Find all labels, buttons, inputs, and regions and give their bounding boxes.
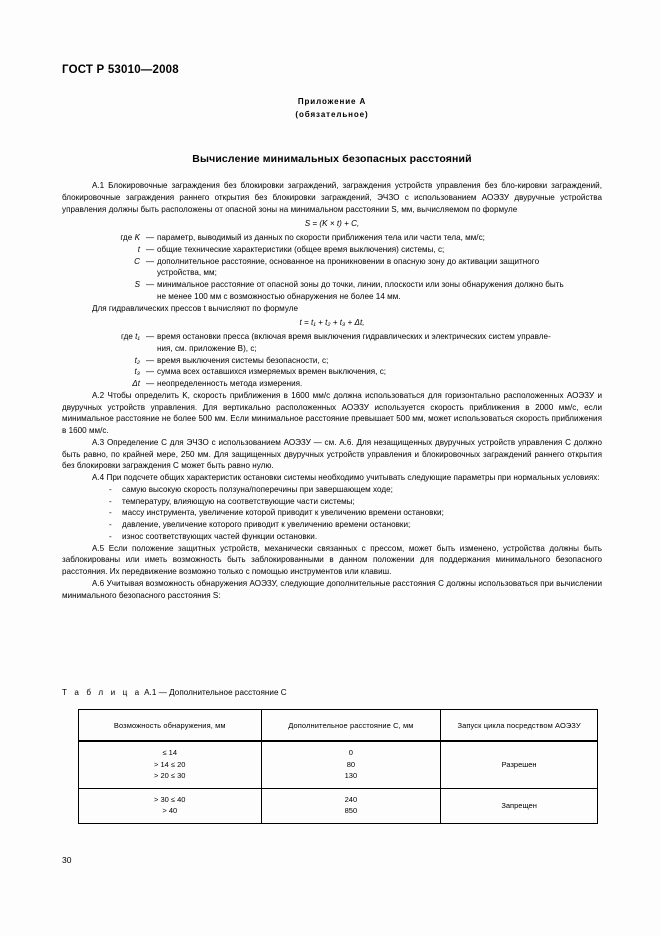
paragraph-a4: А.4 При подсчете общих характеристик остановки системы необходимо учитывать следующие параметры при нормальных условиях: — [92, 473, 600, 482]
list-item-label: температуру, влияющую на соответствующие части системы; — [122, 496, 355, 506]
column-header-cycle-start: Запуск цикла посредством АОЭЗУ — [441, 710, 598, 742]
definition-list-2 — [62, 331, 602, 390]
definition-text: минимальное расстояние от опасной зоны до точки, линии, плоскости или зоны обнаружения должно быть — [157, 280, 564, 289]
bullet-dash: - — [109, 496, 112, 506]
definition-item — [62, 366, 602, 378]
value: > 20 ≤ 30 — [154, 771, 186, 780]
definition-dash: — — [145, 379, 155, 388]
definition-text: сумма всех оставшихся измеряемых времен выключения, с; — [157, 367, 387, 377]
definition-item — [62, 232, 602, 244]
column-header-distance: Дополнительное расстояние C, мм — [261, 710, 441, 742]
table-caption — [62, 688, 287, 697]
annex-subtitle: (обязательное) — [295, 110, 369, 119]
additional-distance-table — [78, 709, 598, 824]
paragraph-a3: А.3 Определение C для ЭЧЗО с использованием АОЭЗУ — см. А.6. Для незащищенных двуручных устройств управления C должно быть равно, по крайней мере, 250 мм. Для защищенных двуручных устройств управления и блокировочных заграждений раннего открытия без блокировки заграждения C может быть равно нулю. — [62, 437, 602, 471]
definition-dash: — — [145, 256, 155, 266]
definition-text: неопределенность метода измерения. — [157, 379, 303, 388]
definition-symbol: t₃ — [134, 367, 140, 377]
paragraph-press-intro: Для гидравлических прессов t вычисляют по формуле — [92, 303, 299, 313]
definition-item — [62, 279, 602, 291]
table-header-row — [79, 710, 598, 742]
definition-continuation: устройства, мм; — [157, 268, 217, 278]
value: ≤ 14 — [162, 748, 178, 757]
definition-symbol: где t₁ — [121, 332, 140, 341]
table-body — [79, 741, 598, 823]
paragraph-a5: А.5 Если положение защитных устройств, механически связанных с прессом, может быть изменено, устройства должны быть заблокированы или иметь возможность быть заблокированными в данном положении для поддержания минимального безопасного расстояния. Их передвижение возможно только с помощью инструментов или клавиш. — [62, 543, 602, 576]
body-text — [62, 180, 602, 601]
value: > 30 ≤ 40 — [154, 794, 186, 804]
definition-dash: — — [145, 367, 155, 377]
table-caption-dash: — — [158, 688, 167, 697]
value: > 40 — [162, 806, 178, 815]
column-header-detection: Возможность обнаружения, мм — [79, 710, 262, 742]
list-item — [62, 519, 602, 531]
definition-text: время остановки пресса (включая время выключения гидравлических и электрических систем управле- — [157, 332, 551, 341]
table-head — [79, 710, 598, 742]
bullet-dash: - — [109, 531, 112, 541]
parameter-list — [62, 484, 602, 543]
definition-dash: — — [145, 244, 155, 254]
list-item-label: самую высокую скорость ползуна/поперечины при завершающем ходе; — [122, 484, 393, 494]
paragraph-a2: А.2 Чтобы определить K, скорость приближения в 1600 мм/с должна использоваться для горизонтально расположенных АОЭЗУ и двуручных устройств управления. Для вертикально расположенных АОЭЗУ используется скорость приближения в 2000 мм/с, если минимальное расстояние не более 500 мм. Если минимальное расстояние превышает 500 мм, может использоваться скорость приближения в 1600 мм/с. — [62, 390, 602, 435]
definition-item — [62, 331, 602, 343]
definition-item — [62, 378, 602, 390]
definition-dash: — — [145, 332, 155, 341]
definition-text: общие технические характеристики (общее время выключения) системы, с; — [157, 244, 445, 254]
paragraph-a1: А.1 Блокировочные заграждения без блокировки заграждений, заграждения устройств управления без бло-кировки заграждений, блокировочные заграждения раннего открытия без блокировки заграждений, ЭЧЗО с использованием АОЭЗУ двуручные устройства управления должны быть расположены от опасной зоны на минимальном расстоянии S, мм, вычисляемом по формуле — [62, 181, 602, 214]
annex-heading — [62, 95, 602, 121]
value: 0 — [348, 748, 353, 757]
table-row — [79, 741, 598, 788]
definition-dash: — — [145, 280, 155, 289]
definition-text: время выключения системы безопасности, с; — [157, 355, 329, 365]
cell-cycle-start: Запрещен — [441, 788, 598, 823]
cell-distance — [261, 788, 441, 823]
value: 850 — [344, 806, 358, 815]
list-item-label: массу инструмента, увеличение которой приводит к увеличению времени остановки; — [122, 508, 444, 518]
list-item — [62, 496, 602, 508]
formula-t: t = t₁ + t₂ + t₃ + Δt, — [299, 317, 365, 327]
table-row — [79, 788, 598, 823]
formula-s: S = (K × t) + C, — [304, 218, 360, 228]
definition-dash: — — [145, 233, 155, 242]
definition-continuation: ния, см. приложение В), с; — [157, 343, 257, 353]
definition-text: параметр, выводимый из данных по скорости приближения тела или части тела, мм/с; — [157, 233, 485, 242]
bullet-dash: - — [109, 520, 112, 529]
definition-symbol: C — [134, 256, 140, 266]
definition-item — [62, 244, 602, 256]
bullet-dash: - — [109, 508, 112, 518]
list-item — [62, 507, 602, 519]
definition-text: дополнительное расстояние, основанное на проникновении в опасную зону до активации защитного — [157, 256, 540, 266]
table-caption-number: А.1 — [144, 688, 157, 697]
list-item-label: износ соответствующих частей функции остановки. — [122, 531, 318, 541]
table-caption-label: Т а б л и ц а — [62, 688, 142, 697]
definition-symbol: t₂ — [134, 355, 140, 365]
definition-item — [62, 355, 602, 367]
page-number: 30 — [62, 855, 72, 865]
page-title: Вычисление минимальных безопасных расстояний — [192, 153, 472, 165]
table-caption-text: Дополнительное расстояние C — [169, 688, 287, 697]
definition-list-1 — [62, 232, 602, 303]
value: > 14 ≤ 20 — [154, 759, 186, 769]
definition-symbol: t — [137, 244, 140, 254]
value: 130 — [344, 771, 358, 780]
list-item — [62, 484, 602, 496]
definition-continuation: не менее 100 мм с возможностью обнаружения не более 14 мм. — [157, 291, 401, 301]
definition-symbol: S — [134, 280, 140, 289]
cell-cycle-start: Разрешен — [441, 741, 598, 788]
definition-symbol: где K — [120, 233, 140, 242]
list-item — [62, 531, 602, 543]
definition-symbol: Δt — [132, 379, 140, 388]
bullet-dash: - — [109, 484, 112, 494]
standard-code: ГОСТ Р 53010—2008 — [62, 64, 179, 76]
cell-detection — [79, 741, 262, 788]
definition-dash: — — [145, 355, 155, 365]
cell-distance — [261, 741, 441, 788]
value: 240 — [344, 794, 358, 804]
list-item-label: давление, увеличение которого приводит к увеличению времени остановки; — [122, 520, 411, 529]
annex-title: Приложение А — [297, 97, 367, 106]
cell-detection — [79, 788, 262, 823]
definition-item — [62, 256, 602, 268]
paragraph-a6: А.6 Учитывая возможность обнаружения АОЭЗУ, следующие дополнительные расстояния C должны использоваться при вычислении минимального безопасного расстояния S: — [62, 578, 602, 600]
value: 80 — [346, 759, 356, 769]
